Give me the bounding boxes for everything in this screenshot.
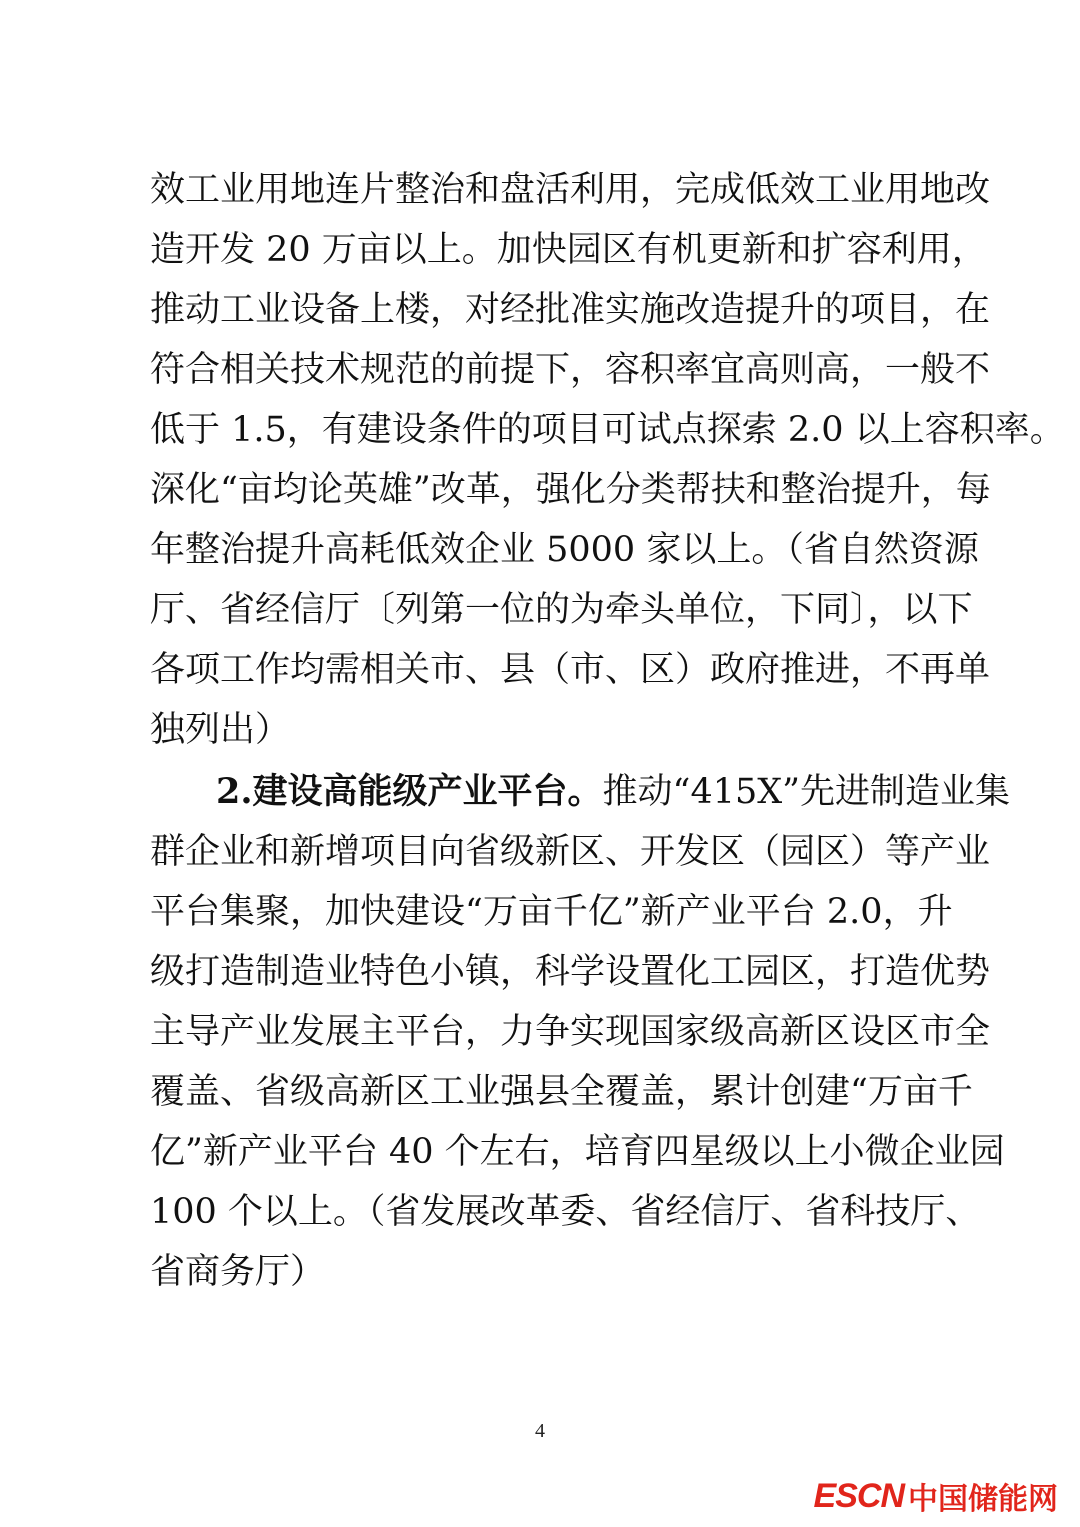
section-2-line-8: 省商务厅） [150,1252,326,1292]
section-2-first-line [216,771,1011,812]
body-line-7: 年整治提升高耗低效企业 5000 家以上。（省自然资源 [150,530,979,570]
section-2-line-7: 100 个以上。（省发展改革委、省经信厅、省科技厅、 [150,1192,981,1232]
body-line-2: 造开发 20 万亩以上。加快园区有机更新和扩容利用， [150,230,987,270]
watermark-brand-en: ESCN [813,1476,904,1515]
body-line-1: 效工业用地连片整治和盘活利用，完成低效工业用地改 [150,170,991,210]
section-2-line-5: 覆盖、省级高新区工业强县全覆盖，累计创建“万亩千 [150,1072,973,1112]
body-line-5: 低于 1.5，有建设条件的项目可试点探索 2.0 以上容积率。 [150,410,1065,450]
section-2-line-2: 平台集聚，加快建设“万亩千亿”新产业平台 2.0，升 [150,892,953,932]
section-2-line-6: 亿”新产业平台 40 个左右，培育四星级以上小微企业园 [150,1132,1005,1172]
section-2-line-4: 主导产业发展主平台，力争实现国家级高新区设区市全 [150,1012,991,1052]
watermark-brand-cn: 中国储能网 [908,1483,1058,1516]
page-number: 4 [535,1420,545,1442]
body-line-9: 各项工作均需相关市、县（市、区）政府推进，不再单 [150,650,991,690]
section-2-line-3: 级打造制造业特色小镇，科学设置化工园区，打造优势 [150,952,991,992]
section-2-heading: 2.建设高能级产业平台。 [216,771,603,812]
body-line-3: 推动工业设备上楼，对经批准实施改造提升的项目，在 [150,290,991,330]
body-line-4: 符合相关技术规范的前提下，容积率宜高则高，一般不 [150,350,991,390]
section-2-first-line-text: 推动“415X”先进制造业集 [602,772,1011,812]
escn-watermark-logo [814,1476,1058,1516]
body-line-10: 独列出） [150,710,291,750]
body-line-8: 厅、省经信厅〔列第一位的为牵头单位，下同〕，以下 [150,590,973,630]
body-line-6: 深化“亩均论英雄”改革，强化分类帮扶和整治提升，每 [150,470,991,510]
section-2-line-1: 群企业和新增项目向省级新区、开发区（园区）等产业 [150,832,991,872]
